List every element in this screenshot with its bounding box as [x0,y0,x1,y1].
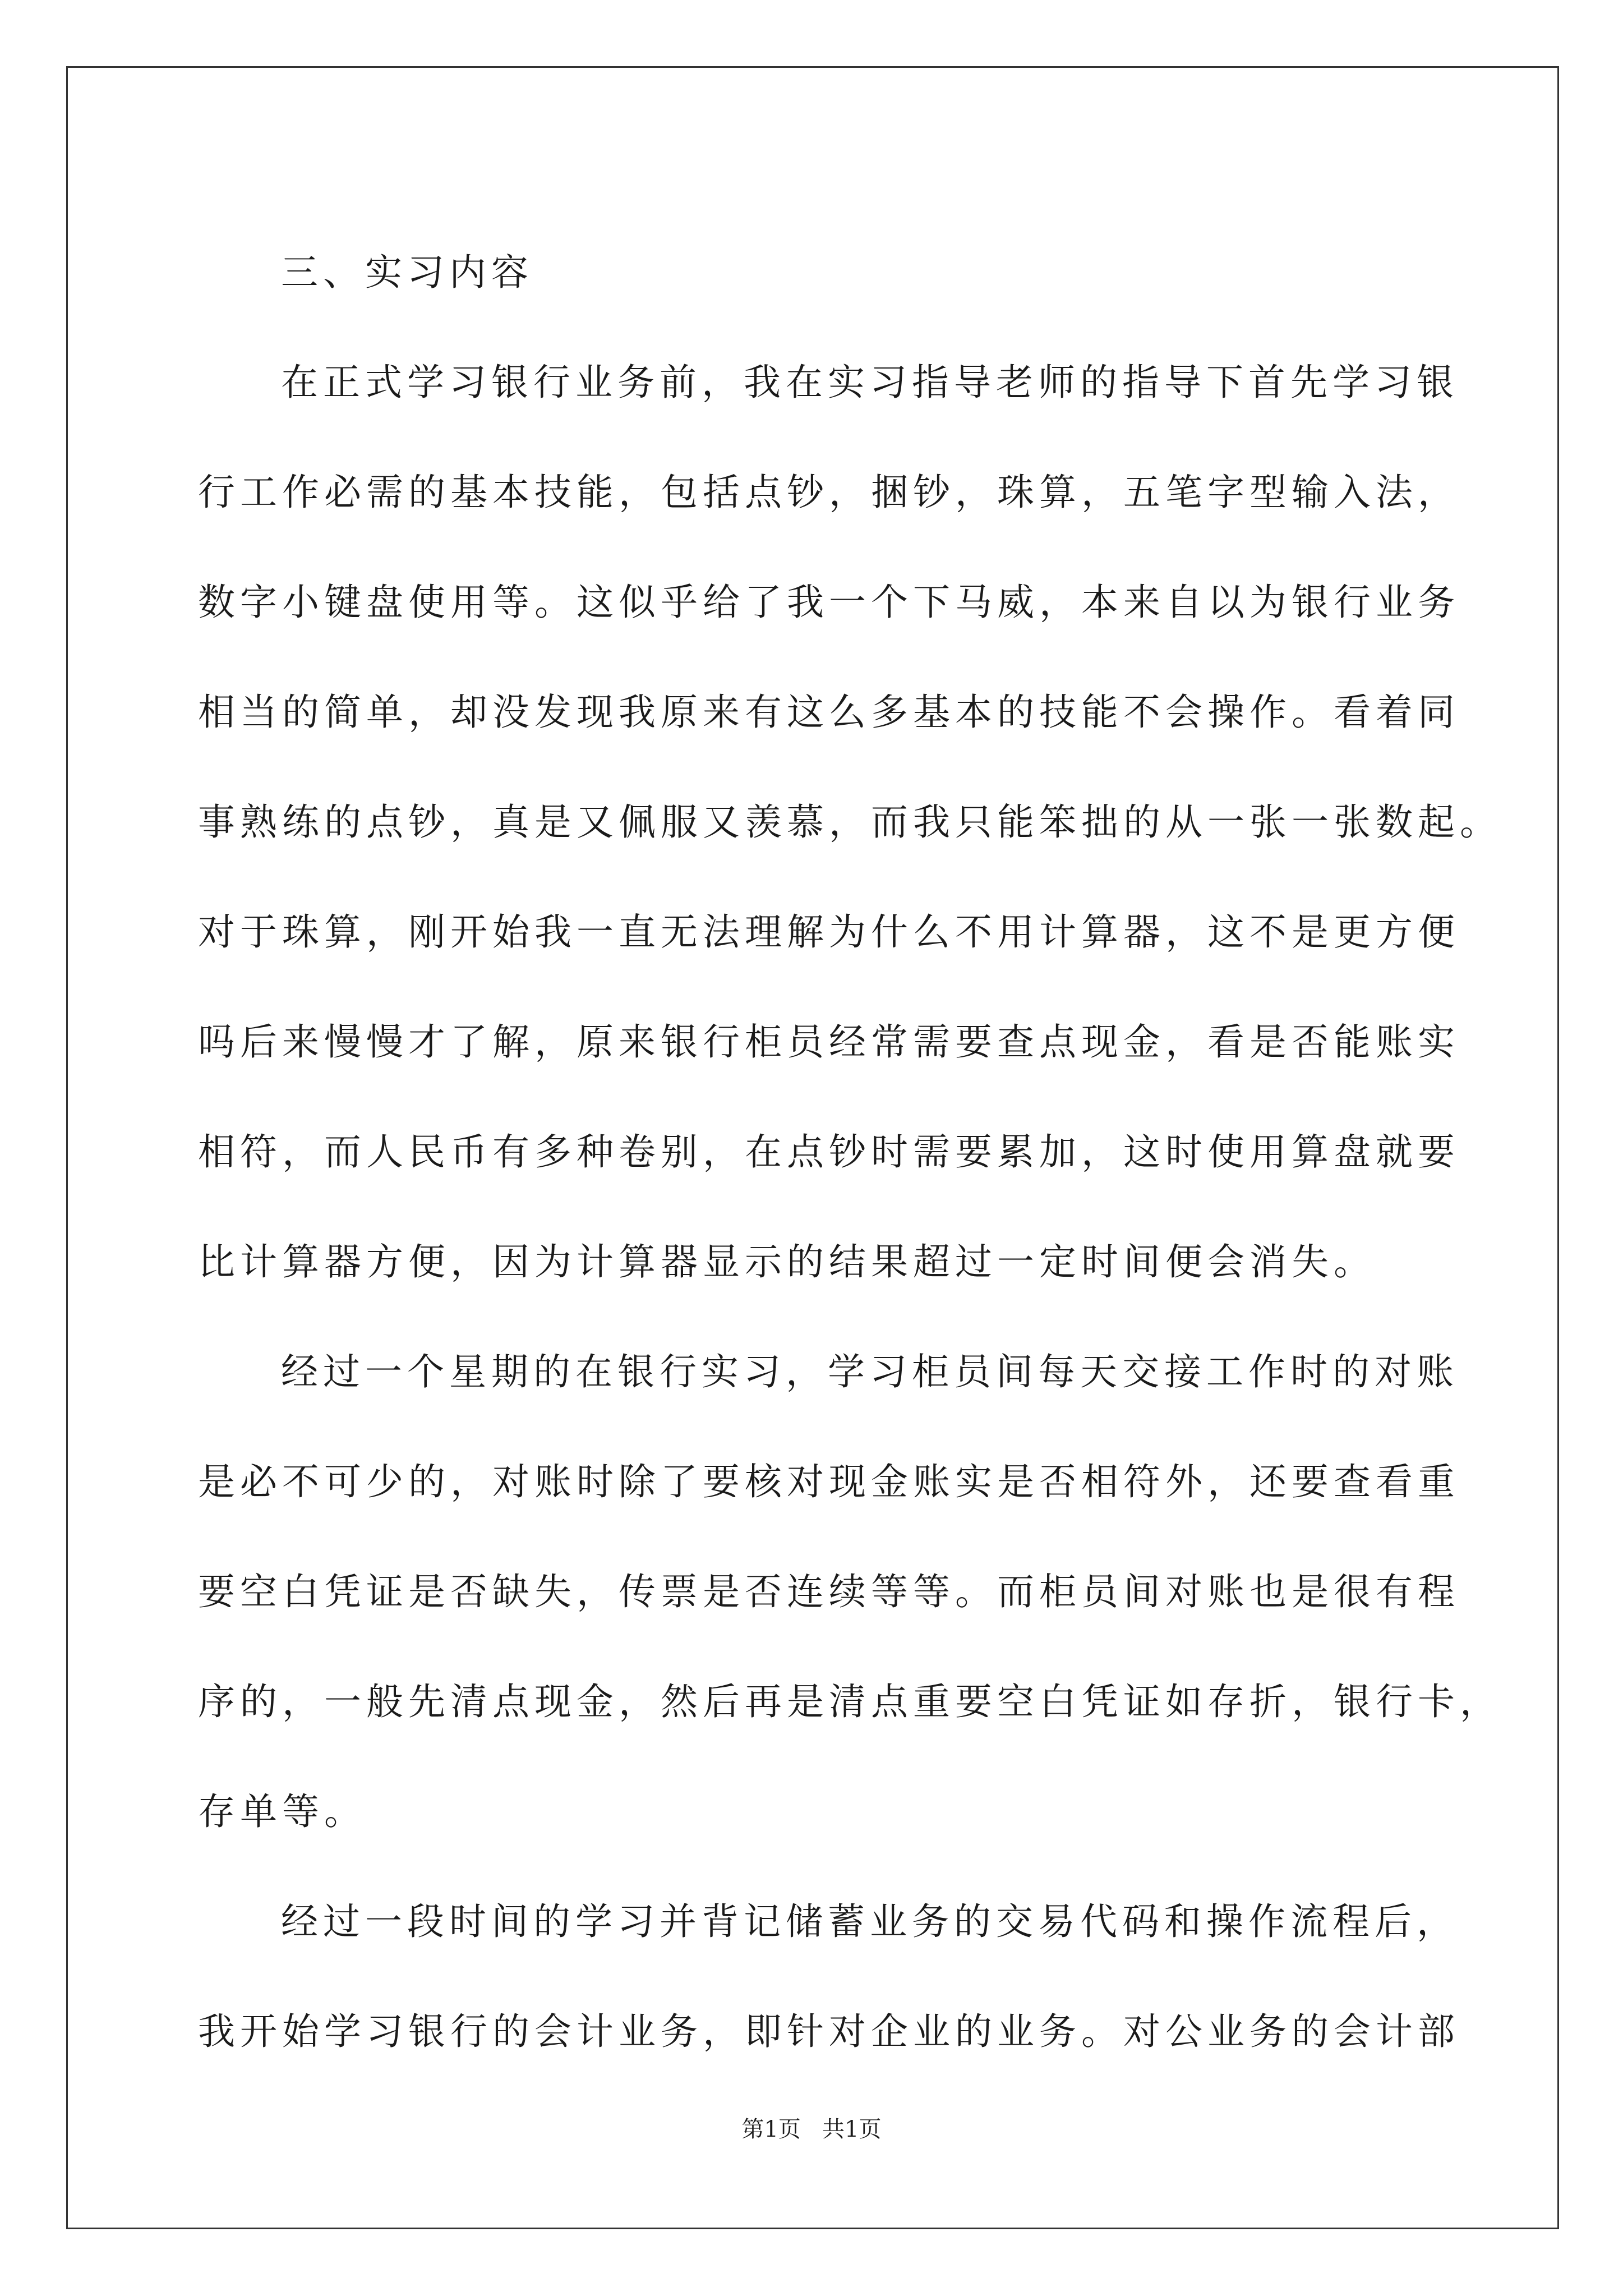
paragraph-line: 存单等。 [198,1790,366,1833]
paragraph-line: 数字小键盘使用等。这似乎给了我一个下马威，本来自以为银行业务 [198,581,1460,624]
paragraph-line: 相符，而人民币有多种卷别，在点钞时需要累加，这时使用算盘就要 [198,1130,1460,1174]
paragraph-line: 比计算器方便，因为计算器显示的结果超过一定时间便会消失。 [198,1240,1376,1283]
paragraph-line: 行工作必需的基本技能，包括点钞，捆钞，珠算，五笔字型输入法， [198,471,1460,514]
paragraph-line: 经过一段时间的学习并背记储蓄业务的交易代码和操作流程后， [281,1900,1459,1943]
paragraph-line: 对于珠算，刚开始我一直无法理解为什么不用计算器，这不是更方便 [198,910,1460,954]
paragraph-line: 经过一个星期的在银行实习，学习柜员间每天交接工作时的对账 [281,1350,1459,1393]
paragraph-line: 我开始学习银行的会计业务，即针对企业的业务。对公业务的会计部 [198,2010,1460,2053]
section-heading: 三、实习内容 [281,251,533,294]
paragraph-line: 在正式学习银行业务前，我在实习指导老师的指导下首先学习银 [281,361,1459,404]
page-footer: 第1页 共1页 [741,2116,882,2142]
paragraph-line: 相当的简单，却没发现我原来有这么多基本的技能不会操作。看着同 [198,691,1460,734]
paragraph-line: 序的，一般先清点现金，然后再是清点重要空白凭证如存折，银行卡， [198,1680,1502,1723]
paragraph-line: 事熟练的点钞，真是又佩服又羡慕，而我只能笨拙的从一张一张数起。 [198,800,1502,844]
paragraph-line: 吗后来慢慢才了解，原来银行柜员经常需要查点现金，看是否能账实 [198,1020,1460,1064]
paragraph-line: 是必不可少的，对账时除了要核对现金账实是否相符外，还要查看重 [198,1460,1460,1503]
document-body [198,218,1502,2087]
paragraph-line: 要空白凭证是否缺失，传票是否连续等等。而柜员间对账也是很有程 [198,1570,1460,1613]
